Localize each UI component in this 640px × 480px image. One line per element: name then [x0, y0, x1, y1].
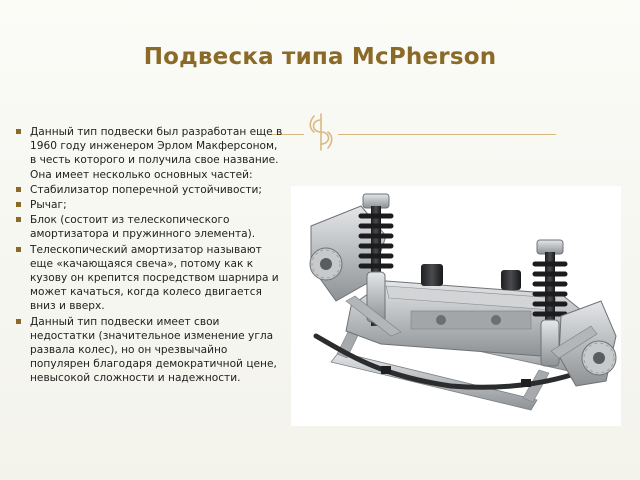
mcpherson-suspension-image — [291, 186, 621, 426]
list-item: Стабилизатор поперечной устойчивости; — [16, 183, 284, 197]
square-bullet-icon — [16, 202, 21, 207]
square-bullet-icon — [16, 129, 21, 134]
square-bullet-icon — [16, 217, 21, 222]
bullet-list — [16, 125, 284, 387]
suspension-photo — [291, 186, 621, 426]
divider-right — [338, 134, 556, 135]
list-item: Телескопический амортизатор называют еще «качающаяся свеча», потому как к кузову он крепится посредством шарнира и может качаться, когда колесо двигается вниз и вверх. — [16, 243, 284, 314]
square-bullet-icon — [16, 247, 21, 252]
square-bullet-icon — [16, 319, 21, 324]
list-item: Данный тип подвески имеет свои недостатки (значительное изменение угла развала колес), но он чрезвычайно популярен благодаря демократичной цене, невысокой сложности и надежности. — [16, 315, 284, 386]
square-bullet-icon — [16, 187, 21, 192]
list-item: Данный тип подвески был разработан еще в 1960 году инженером Эрлом Макферсоном, в честь которого и получила свое название. Она имеет несколько основных частей: — [16, 125, 284, 182]
slide-title: Подвеска типа McPherson — [143, 44, 497, 70]
fleuron-ornament-icon — [306, 112, 336, 152]
list-item: Блок (состоит из телескопического амортизатора и пружинного элемента). — [16, 213, 284, 241]
list-item: Рычаг; — [16, 198, 284, 212]
